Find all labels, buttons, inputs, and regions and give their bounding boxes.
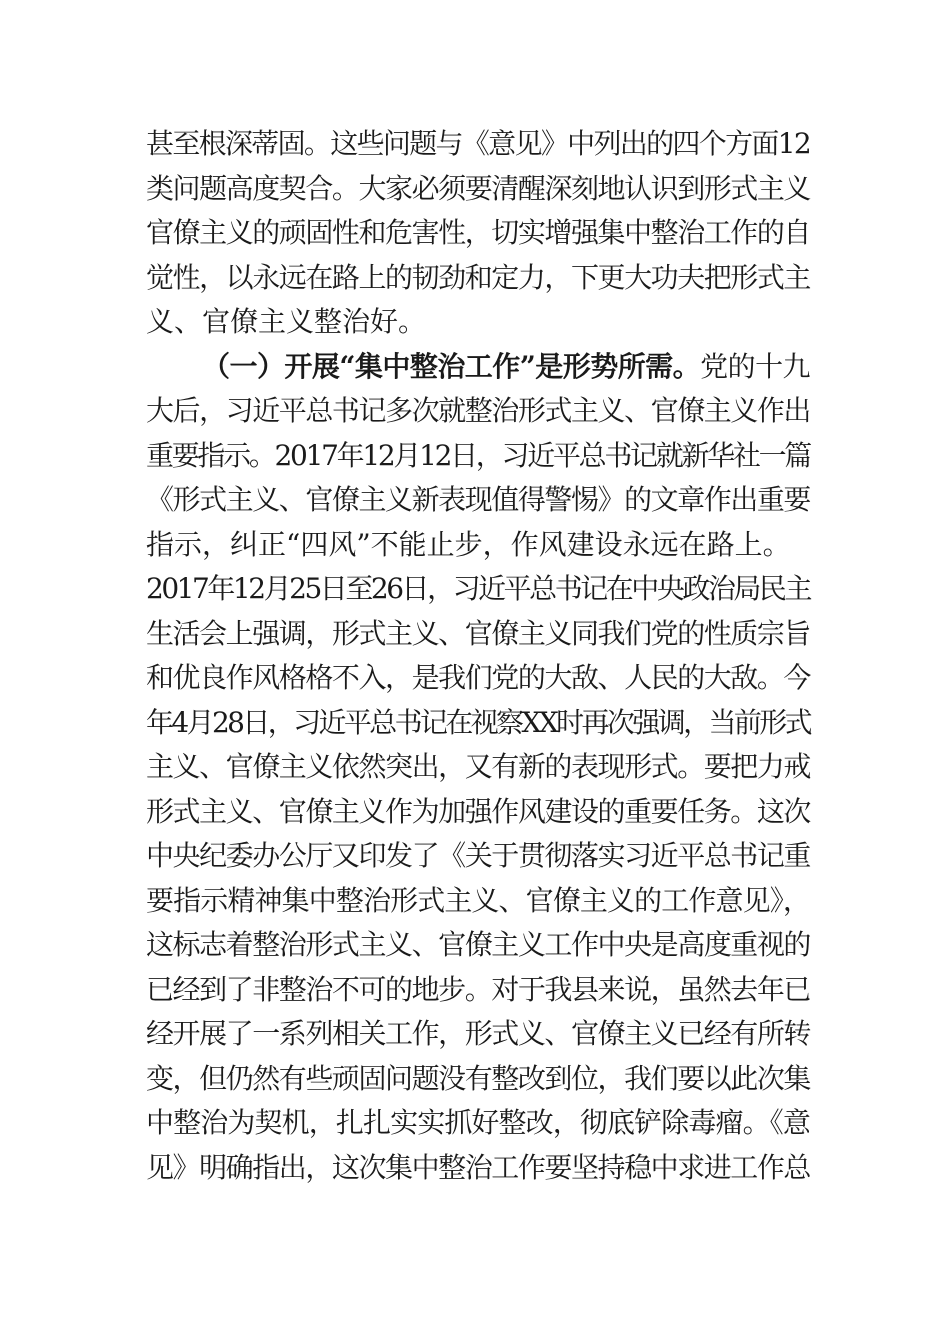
- text-line: 变，但仍然有些顽固问题没有整改到位，我们要以此次集: [146, 1061, 810, 1095]
- text-line: 官僚主义的顽固性和危害性，切实增强集中整治工作的自: [146, 216, 810, 249]
- text-line: 甚至根深蒂固。这些问题与《意见》中列出的四个方面12: [146, 127, 810, 160]
- text-line: 觉性，以永远在路上的韧劲和定力，下更大功夫把形式主: [146, 260, 810, 294]
- text-line: 义、官僚主义整治好。: [146, 305, 427, 338]
- text-line: 已经到了非整治不可的地步。对于我县来说，虽然去年已: [146, 972, 810, 1006]
- text-line: 这标志着整治形式主义、官僚主义工作中央是高度重视的: [146, 928, 810, 961]
- text-line: 中整治为契机，扎扎实实抓好整改，彻底铲除毒瘤。《意: [146, 1106, 810, 1139]
- text-line: 重要指示。2017年12月12日，习近平总书记就新华社一篇: [146, 438, 810, 472]
- text-line: 生活会上强调，形式主义、官僚主义同我们党的性质宗旨: [146, 616, 810, 650]
- text-line: 经开展了一系列相关工作，形式义、官僚主义已经有所转: [146, 1017, 810, 1050]
- body-text: [146, 122, 810, 1190]
- text-segment: 党的十九: [700, 349, 811, 383]
- text-line: 大后，习近平总书记多次就整治形式主义、官僚主义作出: [146, 394, 810, 427]
- text-line: 指示，纠正“四风”不能止步，作风建设永远在路上。: [146, 527, 791, 561]
- text-line: 《形式主义、官僚主义新表现值得警惕》的文章作出重要: [146, 483, 810, 516]
- text-line: 主义、官僚主义依然突出，又有新的表现形式。要把力戒: [146, 750, 810, 783]
- text-line: 见》明确指出，这次集中整治工作要坚持稳中求进工作总: [146, 1150, 810, 1184]
- text-line: 形式主义、官僚主义作为加强作风建设的重要任务。这次: [146, 794, 810, 828]
- text-line: 2017年12月25日至26日，习近平总书记在中央政治局民主: [146, 572, 810, 605]
- section-heading-line: [146, 345, 810, 390]
- text-line: 和优良作风格格不入，是我们党的大敌、人民的大敌。今: [146, 661, 810, 694]
- text-line: 要指示精神集中整治形式主义、官僚主义的工作意见》，: [146, 883, 810, 917]
- text-line: 中央纪委办公厅又印发了《关于贯彻落实习近平总书记重: [146, 839, 810, 872]
- text-line: 年4月28日，习近平总书记在视察XX时再次强调，当前形式: [146, 705, 810, 739]
- text-line: 类问题高度契合。大家必须要清醒深刻地认识到形式主义: [146, 171, 810, 205]
- section-heading: （一）开展“集中整治工作”是形势所需。: [202, 349, 701, 383]
